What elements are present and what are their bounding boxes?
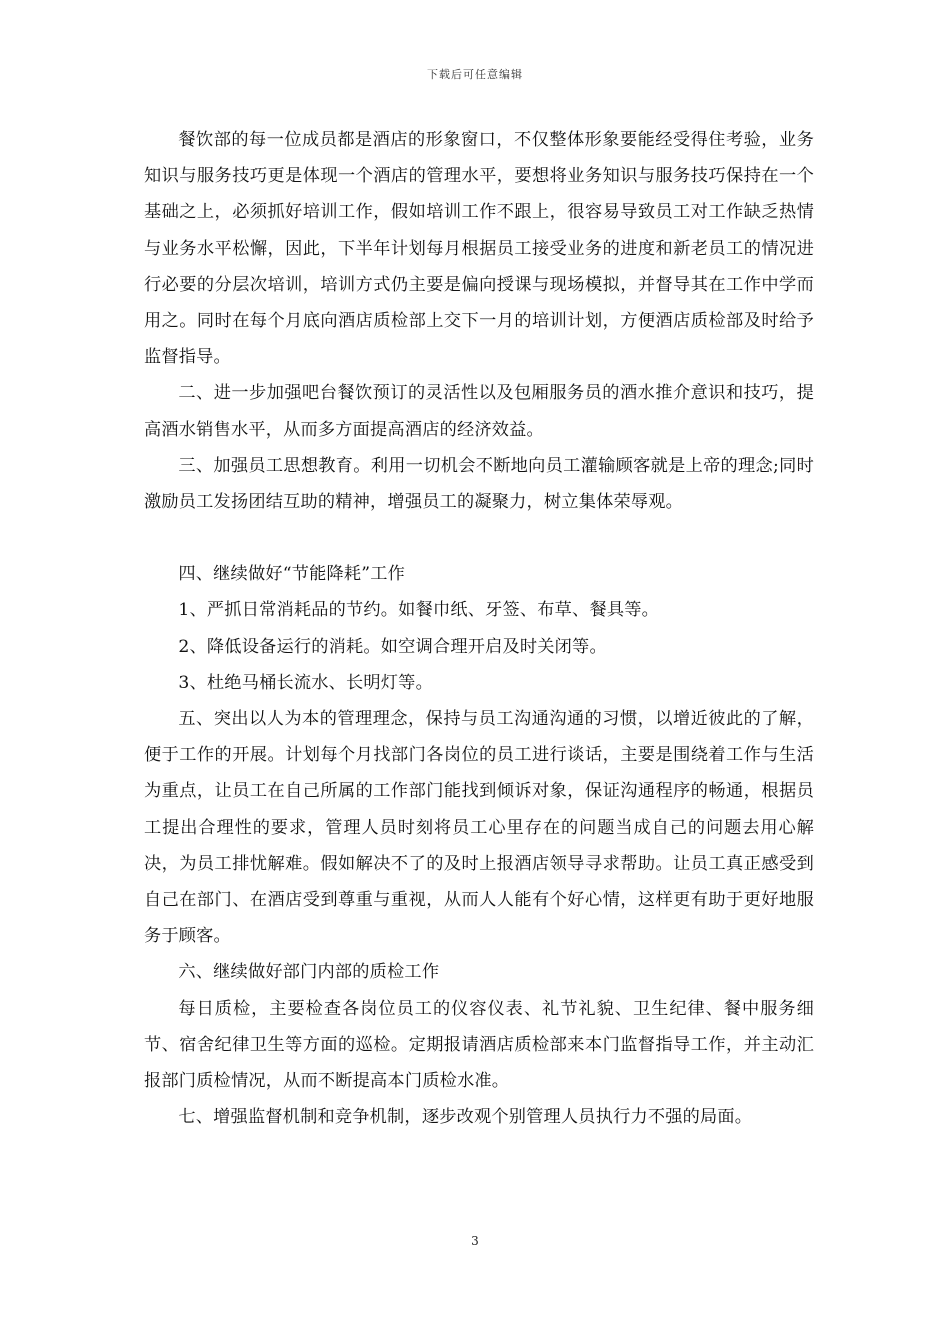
paragraph-section-6-body: 每日质检，主要检查各岗位员工的仪容仪表、礼节礼貌、卫生纪律、餐中服务细节、宿舍纪律卫生等方面的巡检。定期报请酒店质检部来本门监督指导工作，并主动汇报部门质检情况，从而不断提高本门质检水准。 <box>144 998 814 1092</box>
paragraph-section-4-item-2: 2、降低设备运行的消耗。如空调合理开启及时关闭等。 <box>178 636 607 657</box>
paragraph-training: 餐饮部的每一位成员都是酒店的形象窗口，不仅整体形象要能经受得住考验，业务知识与服务技巧更是体现一个酒店的管理水平，要想将业务知识与服务技巧保持在一个基础之上，必须抓好培训工作，假如培训工作不跟上，很容易导致员工对工作缺乏热情与业务水平松懈，因此，下半年计划每月根据员工接受业务的进度和新老员工的情况进行必要的分层次培训，培训方式仍主要是偏向授课与现场模拟，并督导其在工作中学而用之。同时在每个月底向酒店质检部上交下一月的培训计划，方便酒店质检部及时给予监督指导。 <box>144 130 814 368</box>
paragraph-section-3: 三、加强员工思想教育。利用一切机会不断地向员工灌输顾客就是上帝的理念;同时激励员工发扬团结互助的精神，增强员工的凝聚力，树立集体荣辱观。 <box>144 455 814 513</box>
paragraph-section-4-item-1: 1、严抓日常消耗品的节约。如餐巾纸、牙签、布草、餐具等。 <box>178 600 659 621</box>
page-number: 3 <box>471 1234 479 1248</box>
header-note: 下载后可任意编辑 <box>427 68 523 81</box>
paragraph-section-4-item-3: 3、杜绝马桶长流水、长明灯等。 <box>178 672 433 693</box>
document-body <box>144 122 814 1135</box>
paragraph-section-2: 二、进一步加强吧台餐饮预订的灵活性以及包厢服务员的酒水推介意识和技巧，提高酒水销售水平，从而多方面提高酒店的经济效益。 <box>144 383 814 440</box>
paragraph-section-7: 七、增强监督机制和竞争机制，逐步改观个别管理人员执行力不强的局面。 <box>178 1107 753 1128</box>
paragraph-section-5: 五、突出以人为本的管理理念，保持与员工沟通沟通的习惯，以增近彼此的了解，便于工作的开展。计划每个月找部门各岗位的员工进行谈话，主要是围绕着工作与生活为重点，让员工在自己所属的工作部门能找到倾诉对象，保证沟通程序的畅通，根据员工提出合理性的要求，管理人员时刻将员工心里存在的问题当成自己的问题去用心解决，为员工排忧解难。假如解决不了的及时上报酒店领导寻求帮助。让员工真正感受到自己在部门、在酒店受到尊重与重视，从而人人能有个好心情，这样更有助于更好地服务于顾客。 <box>144 709 814 947</box>
paragraph-section-4-heading: 四、继续做好“节能降耗”工作 <box>178 564 406 585</box>
paragraph-section-6-heading: 六、继续做好部门内部的质检工作 <box>178 962 440 983</box>
